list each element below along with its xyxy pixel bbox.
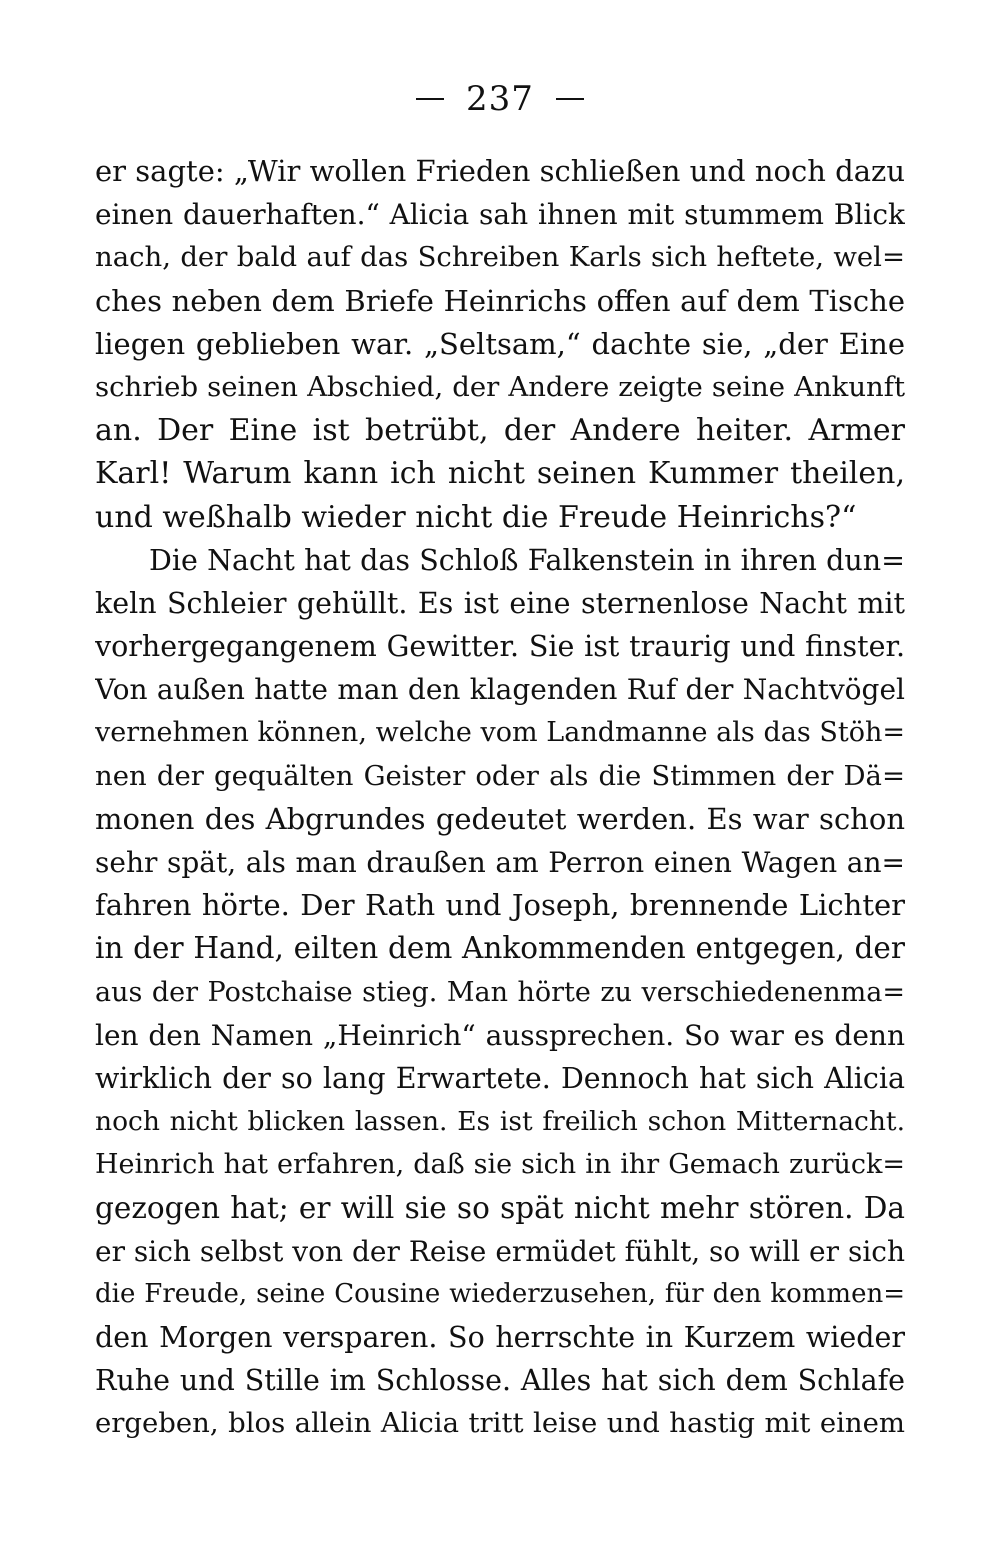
- text-line: noch nicht blicken lassen. Es ist freilich schon Mitternacht.: [95, 1106, 905, 1138]
- text-line: den Morgen versparen. So herrschte in Kurzem wieder: [95, 1321, 905, 1355]
- text-line: in der Hand, eilten dem Ankommenden entgegen, der: [95, 931, 905, 966]
- text-line: Ruhe und Stille im Schlosse. Alles hat sich dem Schlafe: [95, 1364, 905, 1398]
- text-line: nen der gequälten Geister oder als die Stimmen der Dä=: [95, 759, 905, 792]
- text-line: er sagte: „Wir wollen Frieden schließen und noch dazu: [95, 154, 905, 188]
- body-text: [95, 150, 905, 1446]
- text-line: und weßhalb wieder nicht die Freude Heinrichs?“: [95, 499, 857, 535]
- text-line: Karl! Warum kann ich nicht seinen Kummer theilen,: [95, 456, 905, 492]
- text-line: er sich selbst von der Reise ermüdet fühlt, so will er sich: [95, 1234, 905, 1268]
- text-line: Heinrich hat erfahren, daß sie sich in ihr Gemach zurück=: [95, 1149, 905, 1181]
- text-line: die Freude, seine Cousine wiederzusehen, für den kommen=: [95, 1278, 905, 1309]
- text-line: Von außen hatte man den klagenden Ruf der Nachtvögel: [95, 673, 905, 707]
- text-line: liegen geblieben war. „Seltsam,“ dachte sie, „der Eine: [95, 326, 905, 361]
- text-line: monen des Abgrundes gedeutet werden. Es war schon: [95, 801, 905, 836]
- text-line: keln Schleier gehüllt. Es ist eine sternenlose Nacht mit: [95, 586, 905, 620]
- text-line: ergeben, blos allein Alicia tritt leise und hastig mit einem: [95, 1407, 905, 1440]
- text-line: aus der Postchaise stieg. Man hörte zu verschiedenenma=: [95, 976, 905, 1008]
- header-dash-right: [556, 98, 584, 100]
- text-line: schrieb seinen Abschied, der Andere zeigte seine Ankunft: [95, 370, 905, 403]
- text-line: len den Namen „Heinrich“ aussprechen. So war es denn: [95, 1018, 905, 1052]
- text-line: wirklich der so lang Erwartete. Dennoch hat sich Alicia: [95, 1061, 905, 1095]
- text-line: Die Nacht hat das Schloß Falkenstein in ihren dun=: [149, 543, 905, 577]
- text-line: an. Der Eine ist betrübt, der Andere heiter. Armer: [95, 413, 905, 449]
- text-line: sehr spät, als man draußen am Perron einen Wagen an=: [95, 846, 905, 879]
- text-line: nach, der bald auf das Schreiben Karls sich heftete, wel=: [95, 241, 905, 274]
- text-line: gezogen hat; er will sie so spät nicht mehr stören. Da: [95, 1190, 905, 1225]
- text-line: ches neben dem Briefe Heinrichs offen auf dem Tische: [95, 283, 905, 318]
- page-header: [0, 74, 1000, 124]
- page-number: 237: [466, 79, 534, 119]
- text-line: vernehmen können, welche vom Landmanne als das Stöh=: [95, 717, 905, 749]
- text-line: fahren hörte. Der Rath und Joseph, brennende Lichter: [95, 888, 905, 923]
- text-line: einen dauerhaften.“ Alicia sah ihnen mit stummem Blick: [95, 198, 905, 232]
- text-line: vorhergegangenem Gewitter. Sie ist traurig und finster.: [95, 630, 905, 664]
- header-dash-left: [416, 98, 444, 100]
